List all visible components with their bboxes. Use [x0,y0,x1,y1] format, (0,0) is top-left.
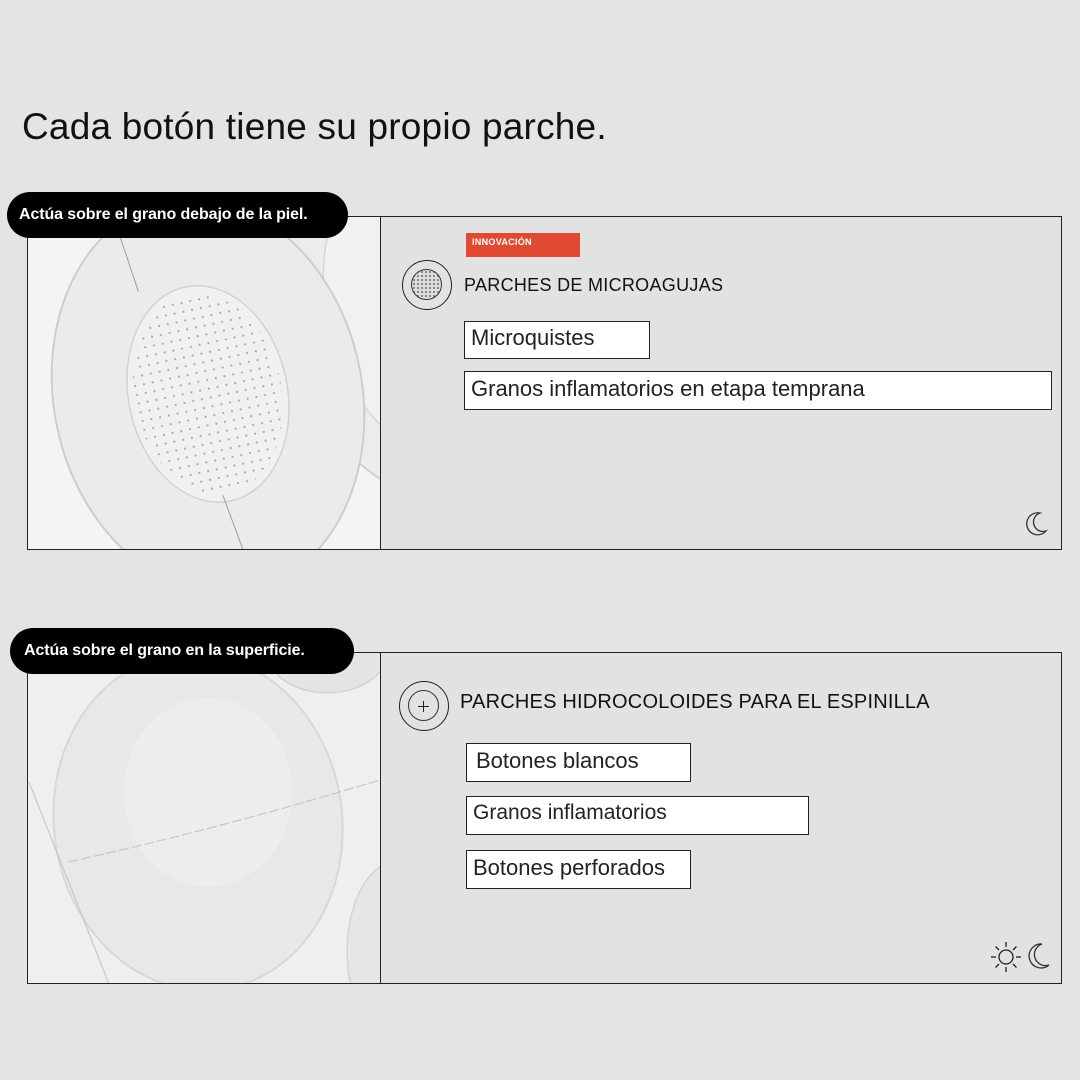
moon-icon [1022,509,1050,537]
product-card-microneedle [27,216,1062,550]
condition-item: Granos inflamatorios [466,796,809,835]
action-tag: Actúa sobre el grano debajo de la piel. [7,192,348,238]
action-tag: Actúa sobre el grano en la superficie. [10,628,354,674]
condition-item: Botones blancos [466,743,691,782]
sun-icon [990,941,1022,973]
innovation-badge: INNOVACIÓN [466,233,580,257]
hydrocolloid-plus-icon [399,681,449,731]
condition-item: Microquistes [464,321,650,359]
product-card-hydrocolloid [27,652,1062,984]
microneedle-icon [402,260,452,310]
product-title: PARCHES DE MICROAGUJAS [464,275,724,295]
condition-item: Botones perforados [466,850,691,889]
microneedle-patch-image [28,217,381,549]
condition-item: Granos inflamatorios en etapa temprana [464,371,1052,410]
moon-icon [1024,941,1052,971]
product-title: PARCHES HIDROCOLOIDES PARA EL ESPINILLA [460,691,930,713]
page-title: Cada botón tiene su propio parche. [22,106,607,147]
hydrocolloid-patch-image [28,653,381,983]
